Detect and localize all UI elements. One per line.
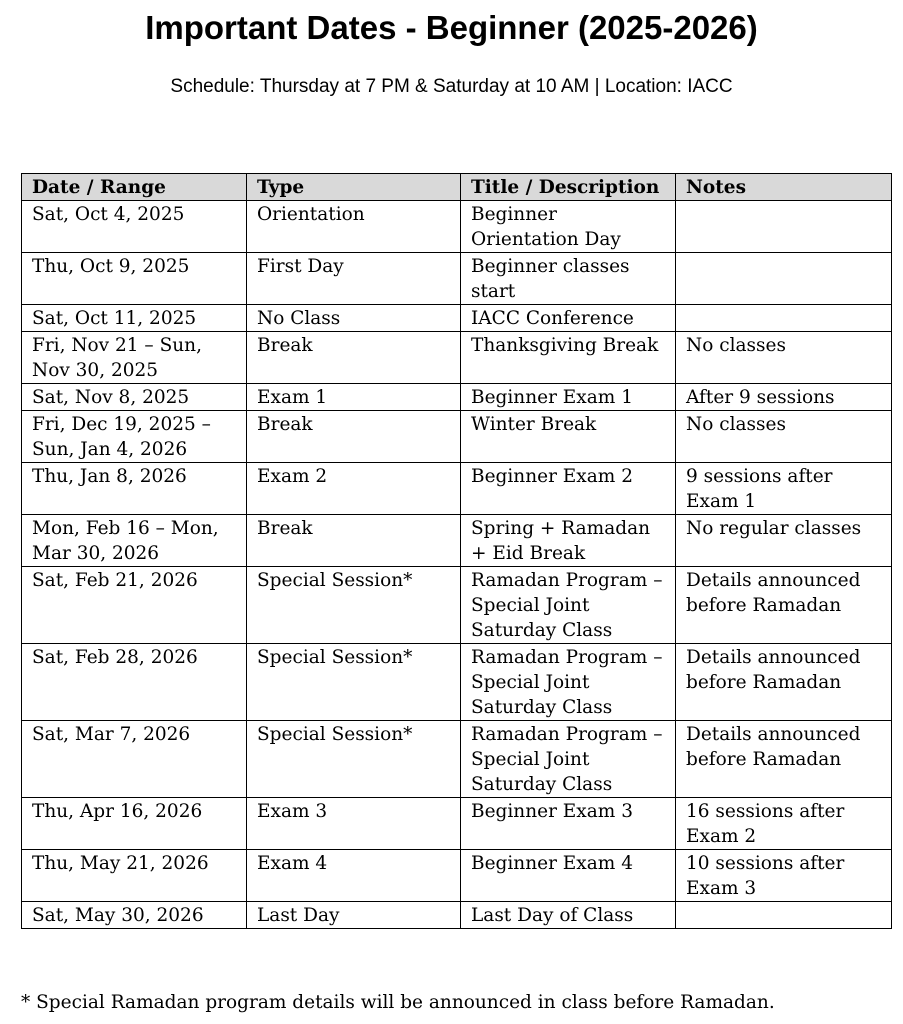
cell-date: Fri, Nov 21 – Sun, Nov 30, 2025 bbox=[22, 332, 247, 384]
cell-type: No Class bbox=[247, 305, 461, 332]
table-row bbox=[22, 332, 892, 384]
cell-type: Break bbox=[247, 332, 461, 384]
table-row bbox=[22, 567, 892, 644]
table-row bbox=[22, 515, 892, 567]
cell-notes: 9 sessions after Exam 1 bbox=[676, 463, 892, 515]
cell-notes: 16 sessions after Exam 2 bbox=[676, 798, 892, 850]
cell-date: Fri, Dec 19, 2025 – Sun, Jan 4, 2026 bbox=[22, 411, 247, 463]
cell-title: Ramadan Program – Special Joint Saturday Class bbox=[461, 721, 676, 798]
footnote: * Special Ramadan program details will be announced in class before Ramadan. bbox=[21, 992, 775, 1013]
cell-date: Sat, May 30, 2026 bbox=[22, 902, 247, 929]
table-row bbox=[22, 644, 892, 721]
cell-title: Ramadan Program – Special Joint Saturday Class bbox=[461, 644, 676, 721]
cell-notes: Details announced before Ramadan bbox=[676, 721, 892, 798]
cell-date: Thu, Jan 8, 2026 bbox=[22, 463, 247, 515]
table-row bbox=[22, 253, 892, 305]
cell-type: Break bbox=[247, 515, 461, 567]
cell-date: Thu, Apr 16, 2026 bbox=[22, 798, 247, 850]
cell-date: Sat, Oct 11, 2025 bbox=[22, 305, 247, 332]
cell-notes bbox=[676, 902, 892, 929]
cell-title: Ramadan Program – Special Joint Saturday Class bbox=[461, 567, 676, 644]
column-header-notes: Notes bbox=[676, 174, 892, 201]
cell-title: Beginner Orientation Day bbox=[461, 201, 676, 253]
cell-date: Sat, Nov 8, 2025 bbox=[22, 384, 247, 411]
cell-type: Special Session* bbox=[247, 567, 461, 644]
cell-date: Sat, Feb 21, 2026 bbox=[22, 567, 247, 644]
cell-title: IACC Conference bbox=[461, 305, 676, 332]
cell-title: Beginner classes start bbox=[461, 253, 676, 305]
schedule-subtitle: Schedule: Thursday at 7 PM & Saturday at 10 AM | Location: IACC bbox=[170, 76, 733, 97]
table-row bbox=[22, 463, 892, 515]
table-row bbox=[22, 411, 892, 463]
cell-notes: After 9 sessions bbox=[676, 384, 892, 411]
cell-notes bbox=[676, 305, 892, 332]
page-title: Important Dates - Beginner (2025-2026) bbox=[145, 9, 758, 46]
table-row bbox=[22, 305, 892, 332]
cell-notes: Details announced before Ramadan bbox=[676, 644, 892, 721]
cell-date: Sat, Feb 28, 2026 bbox=[22, 644, 247, 721]
cell-date: Thu, May 21, 2026 bbox=[22, 850, 247, 902]
cell-title: Last Day of Class bbox=[461, 902, 676, 929]
cell-notes: No regular classes bbox=[676, 515, 892, 567]
table-row bbox=[22, 902, 892, 929]
table-row bbox=[22, 798, 892, 850]
cell-title: Spring + Ramadan + Eid Break bbox=[461, 515, 676, 567]
cell-type: First Day bbox=[247, 253, 461, 305]
cell-type: Exam 3 bbox=[247, 798, 461, 850]
cell-type: Break bbox=[247, 411, 461, 463]
cell-date: Sat, Oct 4, 2025 bbox=[22, 201, 247, 253]
table-row bbox=[22, 721, 892, 798]
table-header-row bbox=[22, 174, 892, 201]
column-header-type: Type bbox=[247, 174, 461, 201]
cell-date: Thu, Oct 9, 2025 bbox=[22, 253, 247, 305]
cell-title: Beginner Exam 1 bbox=[461, 384, 676, 411]
cell-notes: 10 sessions after Exam 3 bbox=[676, 850, 892, 902]
cell-title: Winter Break bbox=[461, 411, 676, 463]
cell-title: Beginner Exam 2 bbox=[461, 463, 676, 515]
cell-type: Orientation bbox=[247, 201, 461, 253]
cell-title: Beginner Exam 4 bbox=[461, 850, 676, 902]
cell-type: Exam 2 bbox=[247, 463, 461, 515]
cell-type: Special Session* bbox=[247, 644, 461, 721]
cell-notes bbox=[676, 201, 892, 253]
cell-type: Exam 1 bbox=[247, 384, 461, 411]
important-dates-table bbox=[21, 173, 892, 929]
cell-notes: Details announced before Ramadan bbox=[676, 567, 892, 644]
cell-title: Thanksgiving Break bbox=[461, 332, 676, 384]
cell-notes bbox=[676, 253, 892, 305]
cell-title: Beginner Exam 3 bbox=[461, 798, 676, 850]
cell-type: Exam 4 bbox=[247, 850, 461, 902]
cell-type: Last Day bbox=[247, 902, 461, 929]
cell-notes: No classes bbox=[676, 411, 892, 463]
cell-date: Mon, Feb 16 – Mon, Mar 30, 2026 bbox=[22, 515, 247, 567]
column-header-title: Title / Description bbox=[461, 174, 676, 201]
table-row bbox=[22, 201, 892, 253]
table-row bbox=[22, 850, 892, 902]
cell-date: Sat, Mar 7, 2026 bbox=[22, 721, 247, 798]
cell-notes: No classes bbox=[676, 332, 892, 384]
column-header-date: Date / Range bbox=[22, 174, 247, 201]
cell-type: Special Session* bbox=[247, 721, 461, 798]
table-row bbox=[22, 384, 892, 411]
